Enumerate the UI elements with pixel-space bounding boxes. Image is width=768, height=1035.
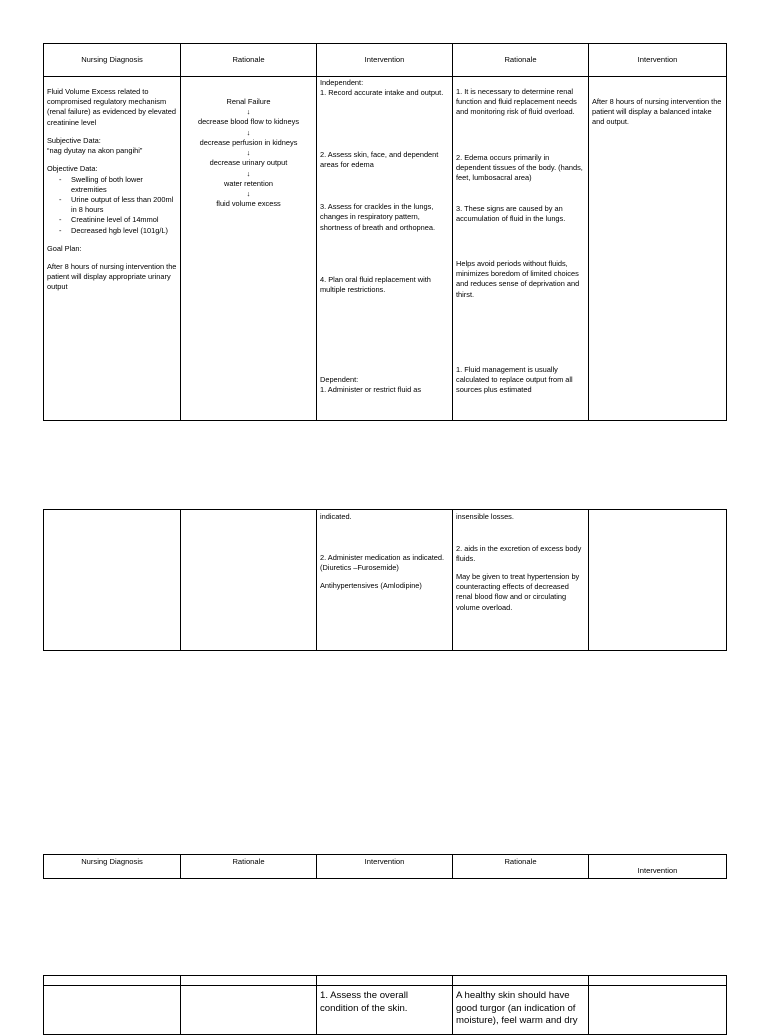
arrow-down-icon: ↓ — [246, 188, 251, 198]
header-nursing-diagnosis: Nursing Diagnosis — [44, 44, 181, 77]
header-nursing-diagnosis: Nursing Diagnosis — [44, 855, 181, 879]
diuretics-medication: (Diuretics –Furosemide) — [320, 563, 399, 573]
objective-item: - Creatinine level of 14mmol — [71, 215, 177, 225]
pathophysiology-cell-empty — [181, 986, 317, 1035]
goal-text: After 8 hours of nursing intervention the patient will display appropriate urinary output — [47, 261, 177, 292]
objective-label: Objective Data: — [47, 164, 98, 174]
subjective-quote: “nag dyutay na akon pangihi” — [47, 146, 143, 156]
diagnosis-cell-empty — [44, 986, 181, 1035]
care-plan-table-page-1 — [43, 43, 727, 421]
pathophysiology-cell — [181, 77, 317, 421]
spacer-cell — [589, 976, 727, 986]
diagnosis-cell — [44, 77, 181, 421]
spacer-cell — [453, 976, 589, 986]
rationale-3: 3. These signs are caused by an accumulation of fluid in the lungs. — [456, 204, 566, 224]
spacer-cell — [317, 976, 453, 986]
flow-step: fluid volume excess — [216, 199, 281, 209]
header-intervention: Intervention — [317, 855, 453, 879]
diagnosis-cell-empty — [44, 510, 181, 651]
flow-step: water retention — [224, 178, 273, 188]
header-intervention: Intervention — [317, 44, 453, 77]
pathophysiology-flow — [184, 97, 313, 209]
dependent-label: Dependent: — [320, 375, 359, 385]
care-plan-table-page-2 — [43, 509, 727, 651]
header-row — [44, 44, 727, 77]
rationale-cell-continued — [453, 510, 589, 651]
independent-label: Independent: — [320, 78, 364, 88]
rationale-cell — [453, 77, 589, 421]
header-intervention-2: Intervention — [589, 855, 727, 879]
dependent-rationale-2: 2. aids in the excretion of excess body fluids. — [456, 544, 582, 564]
rationale-4: Helps avoid periods without fluids, minimizes boredom of limited choices and reduces sense of deprivation and thirst. — [456, 259, 580, 299]
intervention-1: 1. Record accurate intake and output. — [320, 88, 444, 98]
rationale-1: 1. It is necessary to determine renal function and fluid replacement needs and monitoring risk of fluid overload. — [456, 87, 577, 117]
skin-rationale-cell — [453, 986, 589, 1035]
flow-step: decrease perfusion in kidneys — [199, 137, 298, 147]
flow-step: decrease urinary output — [209, 158, 288, 168]
evaluation-cell-empty — [589, 986, 727, 1035]
objective-item: - Decreased hgb level (101g/L) — [71, 226, 177, 236]
header-rationale: Rationale — [181, 855, 317, 879]
objective-item: - Swelling of both lower extremities — [71, 175, 177, 195]
diagnosis-statement: Fluid Volume Excess related to compromised regulatory mechanism (renal failure) as evidenced by elevated creatinine level — [47, 87, 177, 127]
arrow-down-icon: ↓ — [246, 168, 251, 178]
arrow-down-icon: ↓ — [246, 127, 251, 137]
antihypertensives-medication: Antihypertensives (Amlodipine) — [320, 581, 422, 591]
skin-intervention: 1. Assess the overall condition of the skin. — [320, 990, 408, 1014]
spacer-cell — [44, 976, 181, 986]
header-row-2 — [44, 855, 727, 879]
flow-step: Renal Failure — [226, 97, 271, 107]
objective-item: - Urine output of less than 200ml in 8 hours — [71, 195, 177, 215]
evaluation-cell — [589, 77, 727, 421]
dependent-rationale-1-part-1: 1. Fluid management is usually calculated to replace output from all sources plus estimated — [456, 365, 573, 395]
objective-list — [47, 175, 177, 236]
arrow-down-icon: ↓ — [246, 148, 251, 158]
header-intervention-2: Intervention — [589, 44, 727, 77]
rationale-2: 2. Edema occurs primarily in dependent tissues of the body. (hands, feet, lumbosacral area) — [456, 153, 583, 183]
body-row — [44, 77, 727, 421]
intervention-cell — [317, 77, 453, 421]
skin-intervention-cell — [317, 986, 453, 1035]
skin-row — [44, 986, 727, 1035]
evaluation-text: After 8 hours of nursing intervention the patient will display a balanced intake and output. — [592, 97, 722, 127]
subjective-label: Subjective Data: — [47, 135, 101, 145]
header-rationale-2: Rationale — [453, 44, 589, 77]
intervention-2: 2. Assess skin, face, and dependent areas for edema — [320, 150, 439, 170]
flow-step: decrease blood flow to kidneys — [197, 117, 300, 127]
dependent-intervention-1-part-1: 1. Administer or restrict fluid as — [320, 385, 422, 395]
intervention-cell-continued — [317, 510, 453, 651]
dependent-rationale-1-part-2: insensible losses. — [456, 512, 514, 521]
intervention-3: 3. Assess for crackles in the lungs, changes in respiratory pattern, shortness of breath and orthopnea. — [320, 202, 436, 232]
header-rationale: Rationale — [181, 44, 317, 77]
header-rationale-2: Rationale — [453, 855, 589, 879]
goal-label: Goal Plan: — [47, 243, 82, 253]
care-plan-table-skin — [43, 975, 727, 1035]
pathophysiology-cell-empty — [181, 510, 317, 651]
care-plan-header-table — [43, 854, 727, 879]
body-row-continued — [44, 510, 727, 651]
evaluation-cell-empty — [589, 510, 727, 651]
dependent-intervention-2: 2. Administer medication as indicated. — [320, 553, 445, 562]
spacer-cell — [181, 976, 317, 986]
skin-rationale: A healthy skin should have good turgor (an indication of moisture), feel warm and dry — [456, 990, 578, 1026]
dependent-intervention-1-part-2: indicated. — [320, 512, 352, 521]
intervention-4: 4. Plan oral fluid replacement with multiple restrictions. — [320, 275, 431, 295]
spacer-row — [44, 976, 727, 986]
arrow-down-icon: ↓ — [246, 107, 251, 117]
dependent-rationale-3: May be given to treat hypertension by counteracting effects of decreased renal blood flow and or circulating volume overload. — [456, 572, 580, 612]
